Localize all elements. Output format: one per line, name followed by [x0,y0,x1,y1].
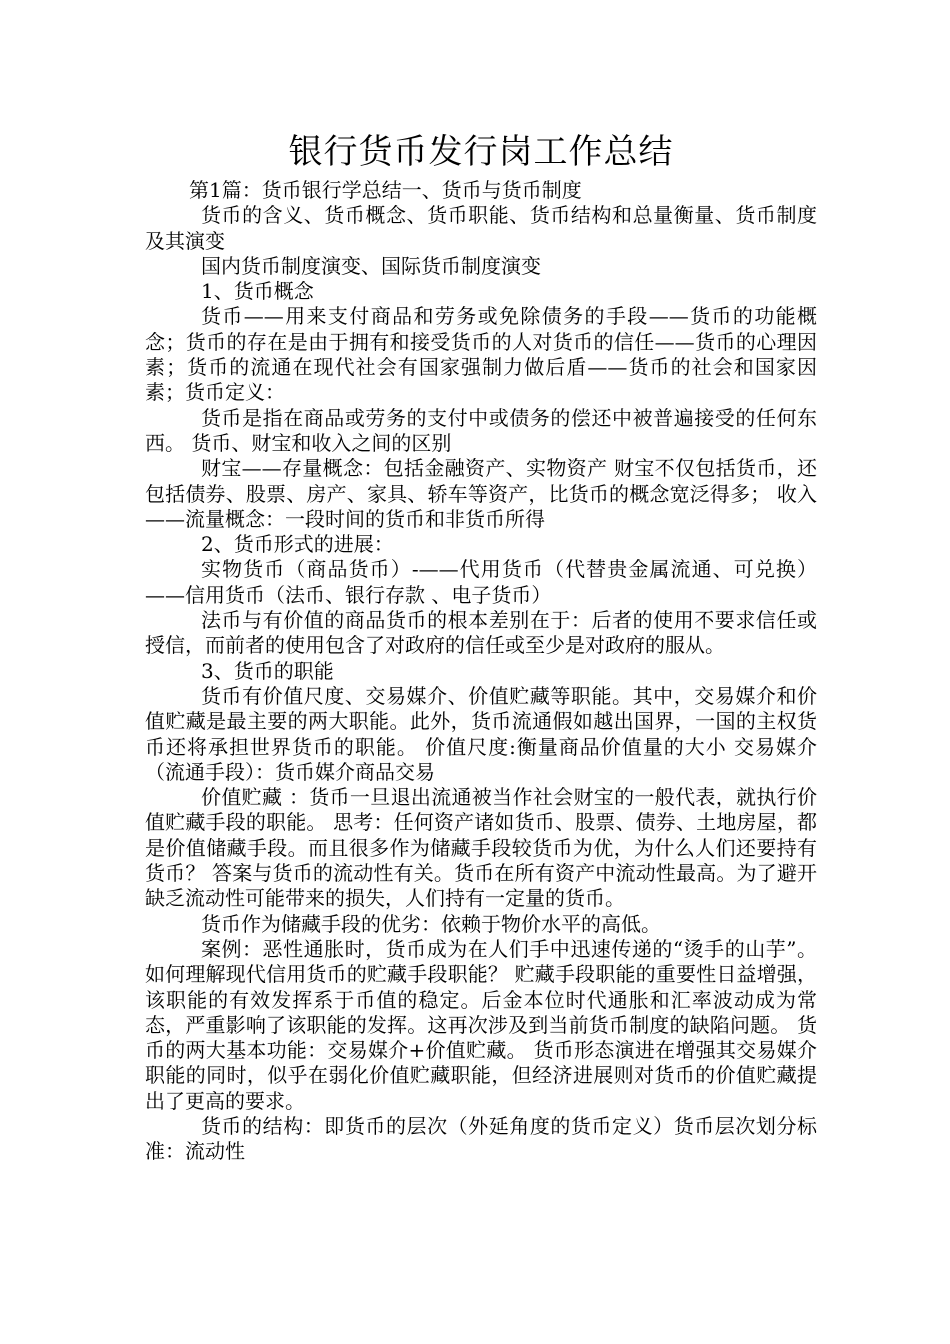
paragraph: 货币的含义、货币概念、货币职能、货币结构和总量衡量、货币制度及其演变 [145,203,817,253]
paragraph: 法币与有价值的商品货币的根本差别在于：后者的使用不要求信任或授信，而前者的使用包含了对政府的信任或至少是对政府的服从。 [145,608,817,658]
paragraph: 货币——用来支付商品和劳务或免除债务的手段——货币的功能概念；货币的存在是由于拥有和接受货币的人对货币的信任——货币的心理因素；货币的流通在现代社会有国家强制力做后盾——货币的社会和国家因素；货币定义： [145,304,817,405]
paragraph-heading: 2、货币形式的进展： [201,532,394,557]
paragraph: 案例：恶性通胀时，货币成为在人们手中迅速传递的“烫手的山芋”。 如何理解现代信用货币的贮藏手段职能？ 贮藏手段职能的重要性日益增强，该职能的有效发挥系于币值的稳定。后金本位时代通胀和汇率波动成为常态，严重影响了该职能的发挥。这再次涉及到当前货币制度的缺陷问题。 货币的两大基本功能：交易媒介+价值贮藏。 货币形态演进在增强其交易媒介职能的同时，似乎在弱化价值贮藏职能，但经济进展则对货币的价值贮藏提出了更高的要求。 [145,936,817,1113]
paragraph: 价值贮藏 ：货币一旦退出流通被当作社会财宝的一般代表，就执行价值贮藏手段的职能。 思考：任何资产诸如货币、股票、债券、土地房屋，都是价值储藏手段。而且很多作为储藏手段较货币为优，为什么人们还要持有货币？ 答案与货币的流动性有关。货币在所有资产中流动性最高。为了避开缺乏流动性可能带来的损失，人们持有一定量的货币。 [145,785,817,911]
paragraph: 货币的结构：即货币的层次（外延角度的货币定义）货币层次划分标准：流动性 [145,1113,817,1164]
paragraph: 货币是指在商品或劳务的支付中或债务的偿还中被普遍接受的任何东西。 货币、财宝和收入之间的区别 [145,405,817,455]
paragraph: 财宝——存量概念：包括金融资产、实物资产 财宝不仅包括货币，还包括债券、股票、房产、家具、轿车等资产，比货币的概念宽泛得多； 收入——流量概念：一段时间的货币和非货币所得 [145,456,817,531]
document-body [145,130,817,1165]
paragraph-heading: 3、货币的职能 [201,658,334,683]
paragraph: 国内货币制度演变、国际货币制度演变 [201,253,541,278]
paragraph: 货币有价值尺度、交易媒介、价值贮藏等职能。其中，交易媒介和价值贮藏是最主要的两大职能。此外，货币流通假如越出国界，一国的主权货币还将承担世界货币的职能。 价值尺度:衡量商品价值量的大小 交易媒介（流通手段）：货币媒介商品交易 [145,683,817,784]
section-heading: 第1篇：货币银行学总结一、货币与货币制度 [189,178,582,202]
paragraph: 货币作为储藏手段的优劣：依赖于物价水平的高低。 [201,911,661,936]
paragraph: 实物货币（商品货币）-——代用货币（代替贵金属流通、可兑换）——信用货币（法币、银行存款 、电子货币） [145,557,817,607]
paragraph-heading: 1、货币概念 [201,279,314,304]
document-title: 银行货币发行岗工作总结 [288,132,674,172]
